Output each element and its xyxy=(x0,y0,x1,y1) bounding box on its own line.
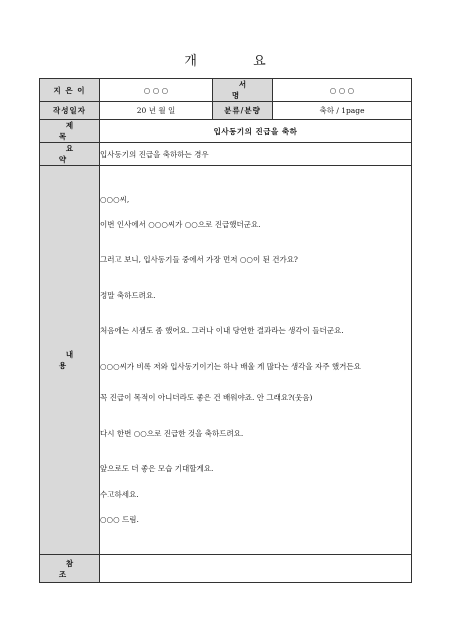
author-row xyxy=(40,79,412,102)
content-paragraph: 처음에는 시샘도 좀 했어요. 그러나 이내 당연한 결과라는 생각이 들더군요. xyxy=(100,326,344,336)
reference-label: 참 조 xyxy=(40,555,100,583)
content-paragraph: ○○○ 드림. xyxy=(100,515,139,525)
category-label: 분류/분량 xyxy=(213,102,273,120)
sign-value: ○ ○ ○ xyxy=(273,79,412,102)
content-label: 내 용 xyxy=(40,166,100,555)
date-value: 20 년 월 일 xyxy=(100,102,213,120)
content-paragraph: 다시 한번 ○○으로 진급한 것을 축하드려요. xyxy=(100,428,244,438)
subject-label: 제 목 xyxy=(40,120,100,143)
date-label: 작성일자 xyxy=(40,102,100,120)
date-row xyxy=(40,102,412,120)
content-paragraph: 꼭 진급이 목적이 아니더라도 좋은 건 배워야죠. 안 그래요?(웃음) xyxy=(100,393,313,403)
content-paragraph: 정말 축하드려요. xyxy=(100,290,156,300)
summary-value: 입사동기의 진급을 축하하는 경우 xyxy=(100,143,412,166)
content-row xyxy=(40,166,412,555)
author-value: ○ ○ ○ xyxy=(100,79,213,102)
summary-form xyxy=(39,78,412,583)
summary-row xyxy=(40,143,412,166)
content-paragraph: ○○○씨, xyxy=(100,195,130,205)
author-label: 지 은 이 xyxy=(40,79,100,102)
summary-label: 요 약 xyxy=(40,143,100,166)
content-paragraph: 이번 인사에서 ○○○씨가 ○○으로 진급했더군요. xyxy=(100,219,261,229)
subject-value: 입사동기의 진급을 축하 xyxy=(100,120,412,143)
sign-label: 서 명 xyxy=(213,79,273,102)
content-paragraph: 앞으로도 더 좋은 모습 기대할게요. xyxy=(100,464,214,474)
content-body xyxy=(100,166,412,555)
content-paragraph: ○○○씨가 비록 저와 입사동기이기는 하나 배울 게 많다는 생각을 자주 했거든요 xyxy=(100,361,361,371)
subject-row xyxy=(40,120,412,143)
content-paragraph: 그러고 보니, 입사동기들 중에서 가장 먼저 ○○이 된 건가요? xyxy=(100,255,298,265)
document-title: 개 요 xyxy=(184,54,292,69)
content-paragraph: 수고하세요. xyxy=(100,489,139,499)
reference-value xyxy=(100,555,412,583)
reference-row xyxy=(40,555,412,583)
category-value: 축하 / 1page xyxy=(273,102,412,120)
